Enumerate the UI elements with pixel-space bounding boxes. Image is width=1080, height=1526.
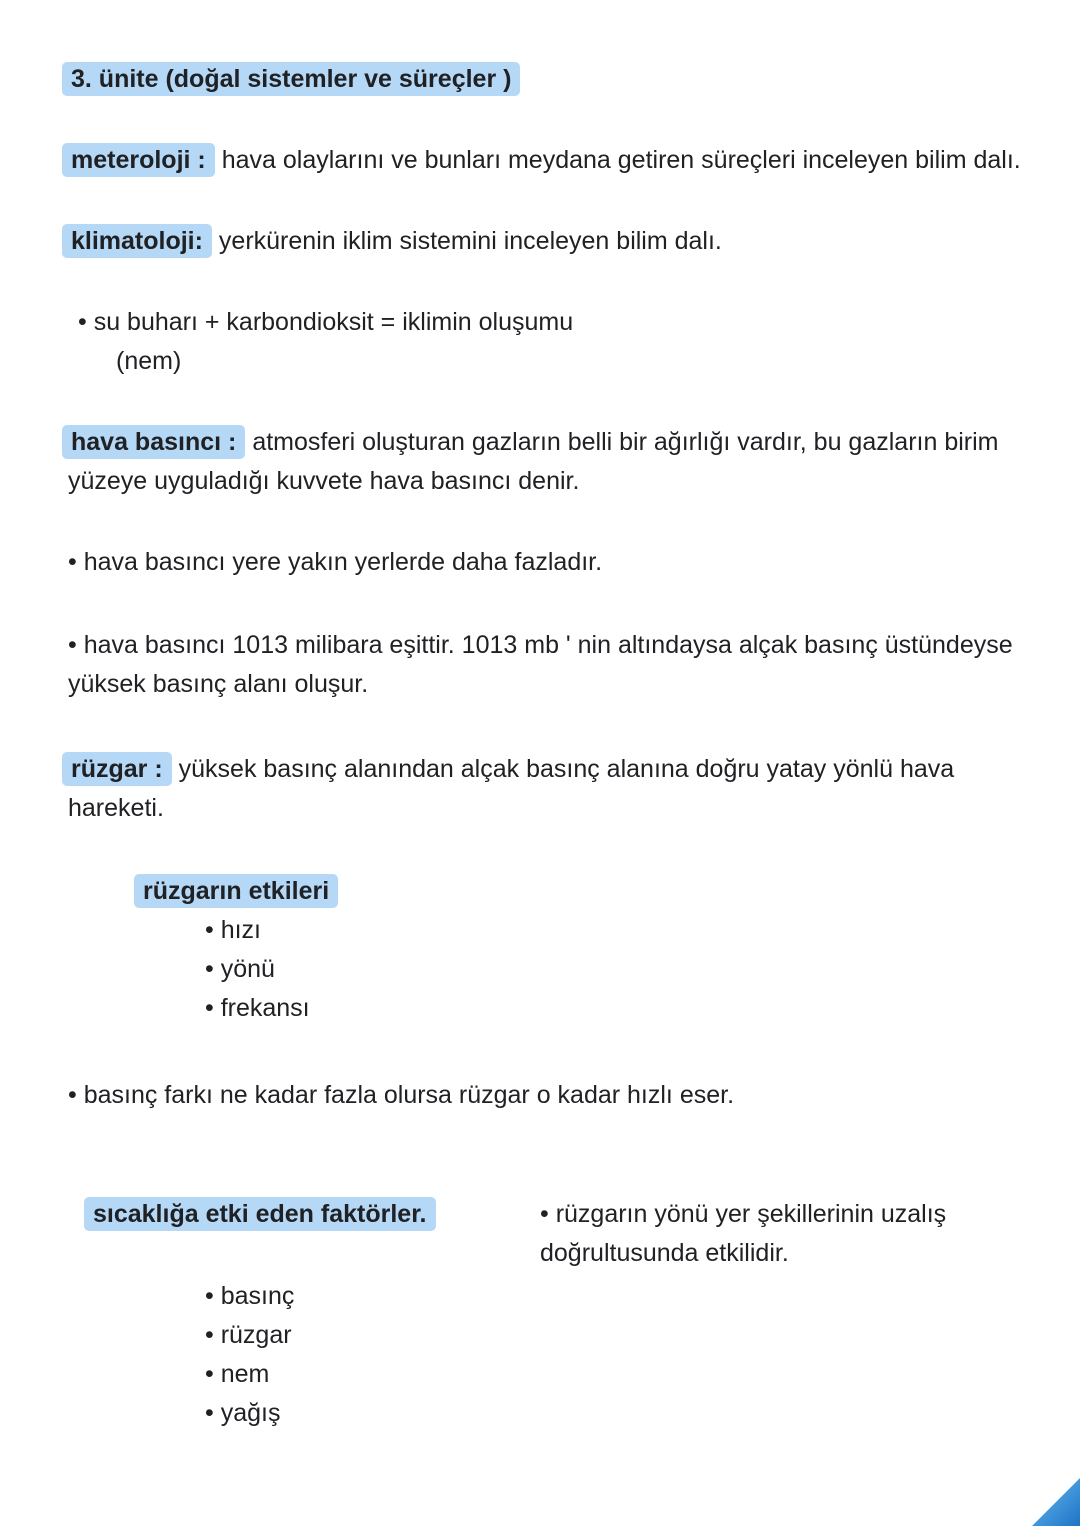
- ruzgarin-etkileri-list: [140, 911, 1042, 1028]
- sicaklik-heading: sıcaklığa etki eden faktörler.: [84, 1197, 436, 1231]
- ruzgar-yonu-side-note: • rüzgarın yönü yer şekillerinin uzalış doğrultusunda etkilidir.: [540, 1200, 947, 1267]
- sicaklik-factors-list: [68, 1277, 1042, 1433]
- klimatoloji-paragraph: [68, 222, 1042, 261]
- bullet-yere-yakin-text: • hava basıncı yere yakın yerlerde daha fazladır.: [68, 548, 603, 576]
- bullet-basinc-farki-text: • basınç farkı ne kadar fazla olursa rüzgar o kadar hızlı eser.: [68, 1081, 735, 1109]
- meteroloji-term: meteroloji :: [62, 143, 215, 177]
- ruzgarin-etkileri-heading: rüzgarın etkileri: [134, 874, 338, 908]
- meteroloji-definition: hava olaylarını ve bunları meydana getiren süreçleri inceleyen bilim dalı.: [221, 146, 1021, 174]
- list-item: • nem: [205, 1360, 270, 1388]
- bullet-basinc-farki: [68, 1076, 1042, 1115]
- hava-basinci-paragraph: [68, 423, 1042, 501]
- bullet-milibar-text: • hava basıncı 1013 milibara eşittir. 1013 mb ' nin altındaysa alçak basınç üstündeyse yüksek basınç alanı oluşur.: [68, 631, 1013, 698]
- list-item: • yağış: [205, 1399, 281, 1427]
- list-item: • rüzgar: [205, 1321, 292, 1349]
- su-buhari-line: • su buharı + karbondioksit = iklimin oluşumu: [78, 308, 574, 336]
- hava-basinci-term: hava basıncı :: [62, 425, 245, 459]
- list-item: • hızı: [205, 916, 261, 944]
- su-buhari-note: [68, 303, 1042, 381]
- meteroloji-paragraph: [68, 141, 1042, 180]
- ruzgar-paragraph: [68, 750, 1042, 828]
- unit-title: 3. ünite (doğal sistemler ve süreçler ): [62, 62, 520, 96]
- list-item: • frekansı: [205, 994, 310, 1022]
- hava-basinci-definition: atmosferi oluşturan gazların belli bir ağırlığı vardır, bu gazların birim yüzeye uyguladığı kuvvete hava basıncı denir.: [68, 428, 999, 495]
- klimatoloji-definition: yerkürenin iklim sistemini inceleyen bilim dalı.: [218, 227, 722, 255]
- list-item: • basınç: [205, 1282, 295, 1310]
- ruzgar-term: rüzgar :: [62, 752, 172, 786]
- sicaklik-section-header: [68, 1195, 1042, 1273]
- nem-line: (nem): [116, 347, 182, 375]
- title-block: [68, 60, 1042, 99]
- sicaklik-heading-col: [68, 1195, 540, 1234]
- ruzgarin-etkileri-heading-line: [140, 872, 1042, 911]
- page-corner-resize-triangle-icon[interactable]: [1032, 1478, 1080, 1526]
- ruzgar-definition: yüksek basınç alanından alçak basınç alanına doğru yatay yönlü hava hareketi.: [68, 755, 955, 822]
- klimatoloji-term: klimatoloji:: [62, 224, 212, 258]
- ruzgarin-etkileri-section: [68, 872, 1042, 1028]
- bullet-milibar: [68, 626, 1042, 704]
- bullet-yere-yakin: [68, 543, 1042, 582]
- list-item: • yönü: [205, 955, 275, 983]
